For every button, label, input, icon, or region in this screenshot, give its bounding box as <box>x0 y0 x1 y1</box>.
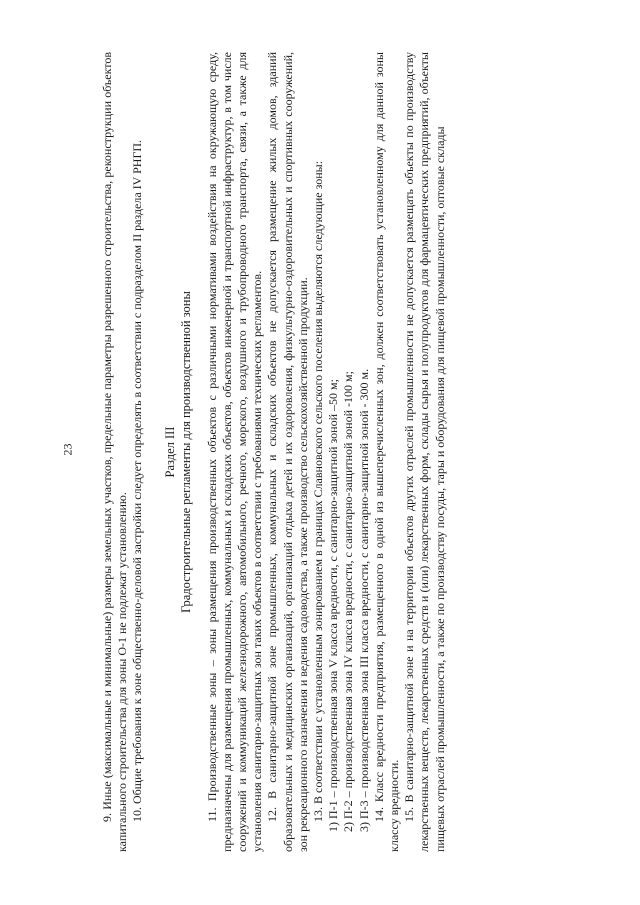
list-item: 1) П-1 – производственная зона V класса вредности, с санитарно-защитной зоной –50 м; <box>326 379 341 832</box>
page-number: 23 <box>60 443 75 456</box>
section-title: Раздел III <box>162 426 177 478</box>
rotated-text-block <box>100 52 620 852</box>
paragraph-10: 10. Общие требования к зоне общественно-деловой застройки следует определять в соответствии с подразделом II раздела IV РНГП. <box>130 139 145 822</box>
paragraph-9: 9. Иные (максимальные и минимальные) размеры земельных участков, предельные параметры разрешенного строительства, реконструкции объектов капитального строительства для зоны О-1 не подлежат установлению. <box>100 52 130 852</box>
paragraph-14: 14. Класс вредности предприятия, размещенного в одной из вышеперечисленных зон, должен соответствовать установленному для данной зоны классу вредности. <box>371 52 402 852</box>
paragraph-13: 13. В соответствии с установленным зонированием в границах Славновского сельского поселения выделяются следующие зоны: <box>311 160 326 822</box>
list-item: 3) П-3 – производственная зона III класса вредности, с санитарно-защитной зоной - 300 м. <box>356 368 371 832</box>
paragraph-11: 11. Производственные зоны – зоны размещения производственных объектов с различными нормативами воздействия на окружающую среду, предназначены для размещения промышленных, коммунальных и складских объектов, объектов инженерной и транспортной инфраструктур, в том числе сооружений и коммуникаций железнодорожного, автомобильного, речного, морского, воздушного и трубопроводного транспорта, связи, а также для установления санитарно-защитных зон таких объектов в соответствии с требованиями технических регламентов. <box>204 52 265 852</box>
zone-list <box>326 52 372 852</box>
paragraph-12: 12. В санитарно-защитной зоне промышленных, коммунальных и складских объектов не допускается размещение жилых домов, зданий образовательных и медицинских организаций, организаций отдыха детей и их оздоровления, физкультурно-оздоровительных и спортивных сооружений, зон рекреационного назначения и ведения садоводства, а также производство сельскохозяйственной продукции. <box>265 52 310 852</box>
paragraph-15: 15. В санитарно-защитной зоне и на территории объектов других отраслей промышленности не допускается размещать объекты по производству лекарственных веществ, лекарственных средств и (или) лекарственных форм, склады сырья и полупродуктов для фармацевтических предприятий, объекты пищевых отраслей промышленности, а также по производству посуды, тары и оборудования для пищевой промышленности, оптовые склады <box>402 52 447 852</box>
list-item: 2) П-2 – производственная зона IV класса вредности, с санитарно-защитной зоной -100 м; <box>341 371 356 832</box>
section-subtitle: Градостроительные регламенты для производственной зоны <box>178 291 193 613</box>
